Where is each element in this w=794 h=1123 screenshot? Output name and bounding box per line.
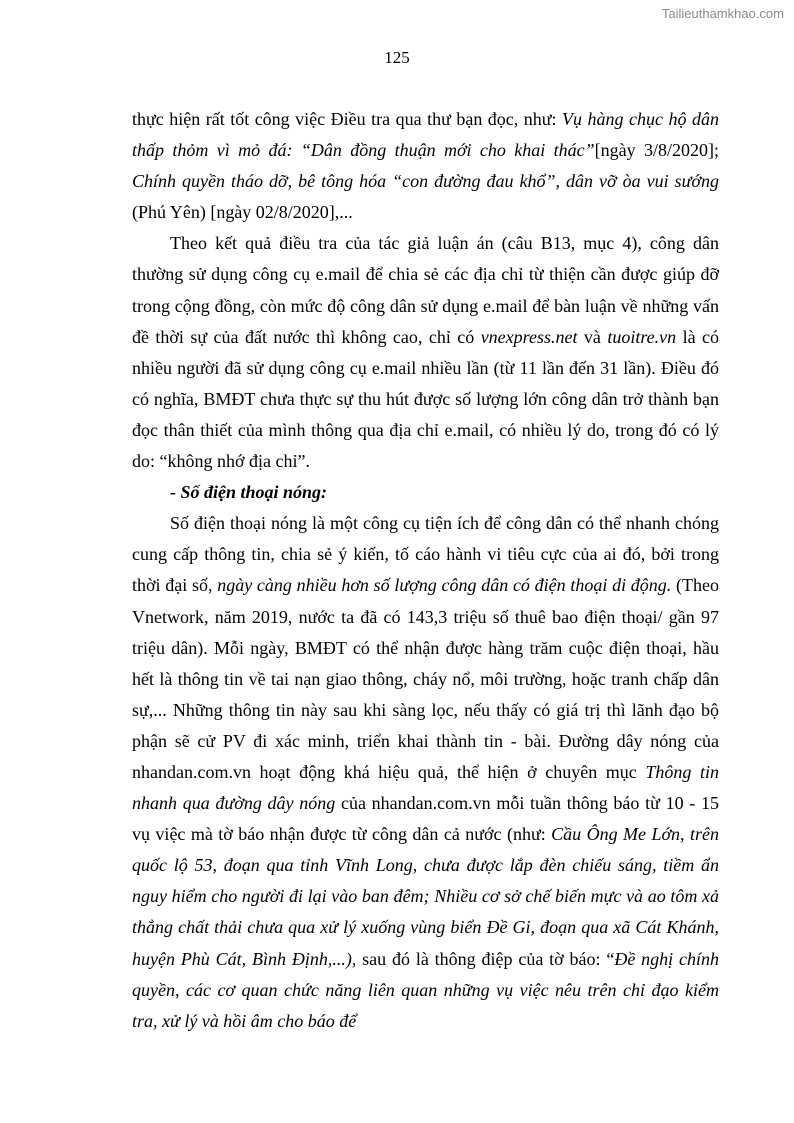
italic-text: ngày càng nhiều hơn số lượng công dân có điện thoại di động. [217,575,672,596]
italic-text: Vụ hàng chục hộ dân thấp thỏm vì mỏ đá: “Dân đồng thuận mới cho khai thác” [132,109,719,161]
italic-text: Thông tin nhanh qua đường dây nóng [132,761,719,814]
italic-text: tuoitre.vn [607,326,677,347]
paragraph-2 [132,228,719,477]
section-heading: - Số điện thoại nóng: [170,482,328,503]
text: thực hiện rất tốt công việc Điều tra qua thư bạn đọc, như: [132,109,563,129]
text: (Theo Vnetwork, năm 2019, nước ta đã có 143,3 triệu số thuê bao điện thoại/ gần 97 triệu dân). Mỗi ngày, BMĐT có thể nhận được hàng trăm cuộc điện thoại, hầu hết là thông tin về tai nạn giao thông, cháy nổ, môi trường, hoặc tranh chấp dân sự,... Những thông tin này sau khi sàng lọc, nếu thấy có giá trị thì lãnh đạo bộ phận sẽ cử PV đi xác minh, triển khai thành tin - bài. Đường dây nóng của nhandan.com.vn hoạt động khá hiệu quả, thể hiện ở chuyên mục [132,575,720,782]
text: Số điện thoại nóng là một công cụ tiện ích để công dân có thể nhanh chóng cung cấp thông tin, chia sẻ ý kiến, tố cáo hành vi tiêu cực của ai đó, bởi trong thời đại số, [132,513,719,596]
watermark: Tailieuthamkhao.com [661,6,784,21]
text: , sau đó là thông điệp của tờ báo: “ [351,948,615,969]
italic-text: Đề nghị chính quyền, các cơ quan chức năng liên quan những vụ việc nêu trên chỉ đạo kiểm tra, xử lý và hồi âm cho báo để [132,948,719,1031]
page-number: 125 [384,48,410,67]
text: và [577,326,608,347]
paragraph-1 [132,104,719,228]
page-body [132,104,719,1037]
text: Theo kết quả điều tra của tác giả luận án (câu B13, mục 4), công dân thường sử dụng công cụ e.mail để chia sẻ các địa chỉ từ thiện cần được giúp đỡ trong cộng đồng, còn mức độ công dân sử dụng e.mail để bàn luận về những vấn đề thời sự của đất nước thì không cao, chỉ có [132,233,719,347]
text: [ngày 3/8/2020]; [594,140,719,161]
text: là có nhiều người đã sử dụng công cụ e.mail nhiều lần (từ 11 lần đến 31 lần). Điều đó có nghĩa, BMĐT chưa thực sự thu hút được số lượng lớn công dân trở thành bạn đọc thân thiết của mình thông qua địa chỉ e.mail, có nhiều lý do, trong đó có lý do: “không nhớ địa chỉ”. [132,326,720,472]
italic-text: vnexpress.net [480,326,578,347]
italic-text: Chính quyền tháo dỡ, bê tông hóa “con đường đau khổ”, dân vỡ òa vui sướng [132,171,719,192]
text: của nhandan.com.vn mỗi tuần thông báo từ 10 - 15 vụ việc mà tờ báo nhận được từ công dân cả nước (như: [132,793,719,845]
italic-text: Cầu Ông Me Lớn, trên quốc lộ 53, đoạn qua tỉnh Vĩnh Long, chưa được lắp đèn chiếu sáng, tiềm ẩn nguy hiểm cho người đi lại vào ban đêm; Nhiều cơ sở chế biến mực và ao tôm xả thẳng chất thải chưa qua xử lý xuống vùng biển Đề Gi, đoạn qua xã Cát Khánh, huyện Phù Cát, Bình Định,...) [132,824,719,969]
text: (Phú Yên) [ngày 02/8/2020],... [132,202,353,223]
paragraph-3 [132,508,719,1037]
